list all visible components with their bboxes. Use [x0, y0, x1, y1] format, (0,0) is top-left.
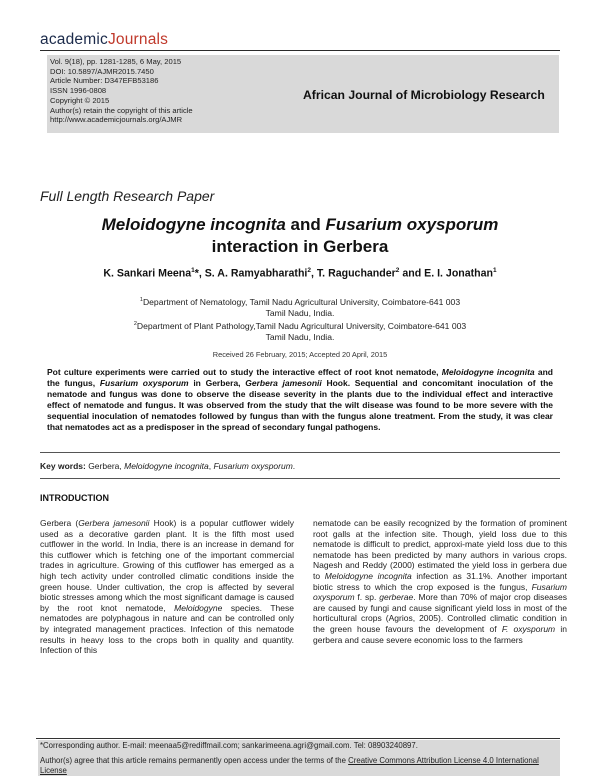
title-line-2: interaction in Gerbera: [211, 237, 389, 256]
corresponding-author-note: *Corresponding author. E-mail: meenaa5@rediffmail.com; sankarimeena.agri@gmail.com. Tel: 08903240897.: [40, 741, 418, 750]
keywords: [40, 461, 295, 471]
affiliation-2-line-2: Tamil Nadu, India.: [265, 332, 335, 343]
text-run: Gerbera,: [85, 461, 125, 471]
title-conjunction: and: [285, 215, 326, 234]
text-run: in Gerbera,: [188, 378, 246, 389]
author-affiliation-marker: 2: [395, 267, 400, 274]
header-divider: [40, 50, 560, 51]
italic-term: Meloidogyne incognita: [324, 570, 412, 581]
meta-volume: Vol. 9(18), pp. 1281-1285, 6 May, 2015: [50, 57, 182, 66]
author-separator: and: [399, 267, 425, 280]
italic-term: Fusarium oxysporum: [313, 581, 567, 603]
article-title: [40, 214, 560, 258]
text-run: ,: [208, 461, 214, 471]
title-organism-2: Fusarium oxysporum: [325, 215, 499, 234]
keywords-divider: [40, 478, 560, 479]
section-heading-introduction: INTRODUCTION: [40, 493, 109, 503]
keywords-label: Key words:: [40, 461, 86, 471]
meta-doi: DOI: 10.5897/AJMR2015.7450: [50, 66, 154, 76]
text-run: . More than 70% of major crop diseases are caused by fungi and cause significant yield loss in most of the horticultural crops (Agrios, 2005). Controlled climatic condition in the green house favours the development of: [313, 592, 567, 634]
abstract: [47, 367, 553, 434]
affiliation-2: [40, 319, 560, 344]
license-link[interactable]: Creative Commons Attribution License 4.0 International License: [40, 756, 539, 775]
text-run: Hook. Sequential and concomitant inoculation of the nematode and fungus was done to observe the disease severity in the plants due to the individual effect and interactive effect of nematode and fungus. It was observed from the study that the wilt disease was found to be more severe with the sequential inoculation of nematodes followed by fungus than with the fungus alone treatment. From the study, it was clear that nematodes act as a predisposer in the spread of secondary fungal pathogens.: [47, 378, 554, 433]
text-run: infection as 31.1%. Another important biotic stress to which the crop exposed is the fungus,: [313, 570, 567, 592]
affiliation-1: [40, 295, 560, 320]
affiliation-1-line-2: Tamil Nadu, India.: [265, 308, 335, 319]
text-run: and the fungus,: [47, 367, 553, 389]
text-run: Gerbera (: [40, 518, 79, 528]
body-column-right: [313, 518, 567, 645]
affiliation-1-line-1: Department of Nematology, Tamil Nadu Agricultural University, Coimbatore-641 003: [142, 296, 461, 307]
italic-term: Gerbera jamesonii: [78, 518, 150, 528]
article-meta-lines: [50, 57, 193, 125]
meta-rights: Author(s) retain the copyright of this article: [50, 105, 193, 115]
license-text: Author(s) agree that this article remains permanently open access under the terms of the: [40, 756, 349, 765]
author-affiliation-marker: 1: [191, 267, 195, 274]
author-name: T. Raguchander: [316, 267, 396, 280]
text-run: f. sp.: [354, 592, 380, 603]
text-run: Hook) is a popular cutflower widely used as a decorative garden plant. It is the fifth most used cutflower in the world. In India, there is an increase in demand for this cutflower which is fetching one of the important commercial trades in agriculture. Growing of this cutflower has emerged as a high tech activity under controlled climatic conditions inside the green house. Under cultivation, the crop is affected by several biotic stresses among which the most significant damage is caused by the root knot nematode,: [40, 518, 295, 613]
italic-term: F. oxysporum: [501, 623, 556, 634]
italic-term: Fusarium oxysporum: [99, 378, 189, 389]
journal-name: African Journal of Microbiology Research: [303, 88, 545, 102]
author-name: E. I. Jonathan: [424, 267, 494, 280]
text-run: nematode can be easily recognized by the formation of prominent root galls at the infection site. Though, yield loss due to this nematode is difficult to predict, approxi-mate yield loss due to this nematode has been predicted by many authors in various crops. Nagesh and Reddy (2000) estimated the yield loss in gerbera due to: [313, 518, 567, 581]
author-name: K. Sankari Meena: [103, 267, 192, 280]
author-affiliation-marker: 2: [307, 267, 311, 274]
meta-url[interactable]: http://www.academicjournals.org/AJMR: [50, 115, 183, 125]
author-affiliation-marker: 1: [493, 267, 497, 274]
author-separator: *,: [194, 267, 205, 280]
affiliation-1-marker: 1: [139, 297, 143, 303]
logo-part-1: academic: [40, 31, 108, 48]
meta-article-number: Article Number: D347EFB53186: [50, 76, 159, 86]
italic-term: gerberae: [379, 592, 414, 603]
affiliation-2-marker: 2: [133, 321, 137, 327]
italic-term: Meloidogyne incognita: [124, 461, 209, 471]
meta-issn: ISSN 1996-0808: [50, 86, 107, 96]
received-dates: Received 26 February, 2015; Accepted 20 April, 2015: [212, 350, 388, 359]
italic-term: Fusarium oxysporum: [213, 461, 293, 471]
text-run: in gerbera and cause severe economic loss to the farmers: [313, 623, 567, 645]
title-organism-1: Meloidogyne incognita: [101, 215, 286, 234]
author-separator: ,: [311, 267, 317, 280]
italic-term: Meloidogyne incognita: [441, 367, 535, 377]
author-list: [40, 267, 560, 280]
footnote-divider: [36, 738, 560, 739]
meta-copyright: Copyright © 2015: [50, 95, 110, 105]
affiliation-2-line-1: Department of Plant Pathology,Tamil Nadu Agricultural University, Coimbatore-641 003: [136, 320, 467, 331]
article-type: Full Length Research Paper: [40, 188, 215, 204]
text-run: Pot culture experiments were carried out to study the interactive effect of root knot nematode,: [47, 367, 442, 377]
italic-term: Gerbera jamesonii: [245, 378, 322, 389]
logo-part-2: Journals: [107, 31, 169, 48]
body-column-left: [40, 518, 294, 656]
text-run: .: [292, 461, 296, 471]
text-run: species. These nematodes are polyphagous in nature and can be controlled only by integrated management practices. Infection of this nematode results in heavy loss to the crops both in quality and quantity. Infection of this: [40, 602, 294, 656]
publisher-logo: [40, 31, 168, 49]
abstract-divider: [40, 452, 560, 453]
italic-term: Meloidogyne: [174, 602, 223, 613]
author-name: S. A. Ramyabharathi: [204, 267, 308, 280]
keywords-list: [86, 461, 295, 471]
license-note: [40, 756, 555, 776]
